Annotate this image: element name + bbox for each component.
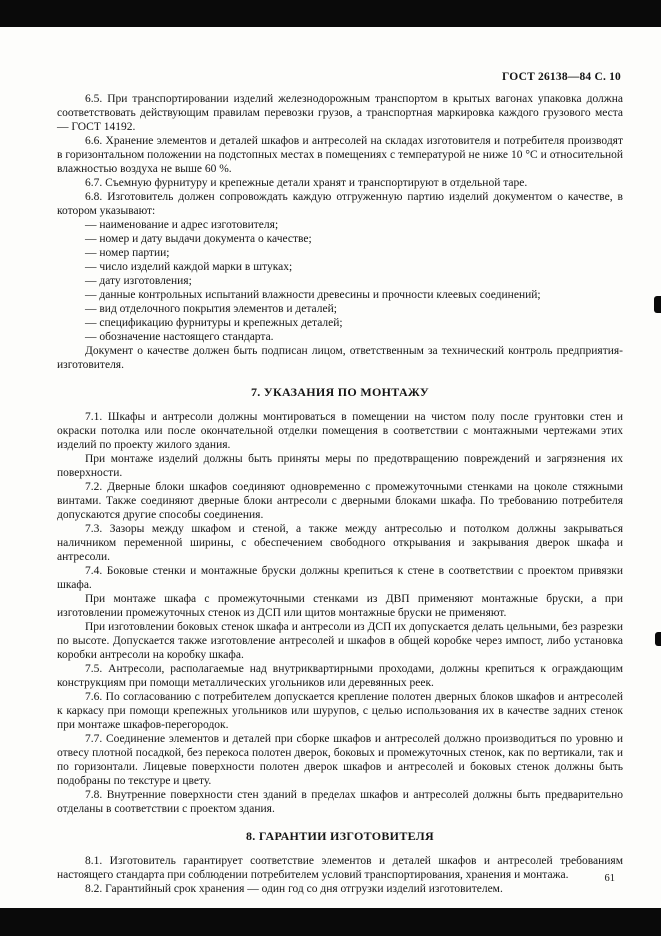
gost-standard-header: ГОСТ 26138—84 С. 10 [502, 71, 621, 83]
page-number: 61 [604, 873, 615, 884]
paragraph-7-4: 7.4. Боковые стенки и монтажные бруски должны крепиться к стене в соответствии с проектом привязки шкафа. [57, 565, 623, 591]
list-item-document-number: — номер и дату выдачи документа о качестве; [85, 233, 312, 245]
list-item-item-count: — число изделий каждой марки в штуках; [85, 261, 293, 273]
list-item-standard-designation: — обозначение настоящего стандарта. [85, 331, 274, 343]
paragraph-7-2: 7.2. Дверные блоки шкафов соединяют одновременно с промежуточными стенками на цоколе стяжными винтами. Также соединяют дверные блоки антресоли с дверными блоками шкафа. По требованию потребителя допускаются другие способы соединения. [57, 481, 623, 521]
paragraph-8-2: 8.2. Гарантийный срок хранения — один год со дня отгрузки изделий изготовителем. [85, 883, 503, 895]
paragraph-7-1a: При монтаже изделий должны быть приняты меры по предотвращению повреждений и загрязнения их поверхности. [57, 453, 623, 479]
paragraph-7-1: 7.1. Шкафы и антресоли должны монтироваться в помещении на чистом полу после грунтовки стен и окраски потолка или после окончательной отделки помещения в соответствии с монтажными чертежами этих изделий по проекту жилого здания. [57, 411, 623, 451]
paragraph-6-6: 6.6. Хранение элементов и деталей шкафов и антресолей на складах изготовителя и потребителя производят в горизонтальном положении на подстопных местах в помещениях с температурой не ниже 10 °С и относительной влажностью воздуха не выше 60 %. [57, 135, 623, 175]
list-item-hardware-spec: — спецификацию фурнитуры и крепежных деталей; [85, 317, 343, 329]
paragraph-6-5: 6.5. При транспортировании изделий железнодорожным транспортом в крытых вагонах упаковка должна соответствовать действующим правилам перевозки грузов, а транспортная маркировка каждого грузового места — ГОСТ 14192. [57, 93, 623, 133]
paragraph-7-8: 7.8. Внутренние поверхности стен зданий в пределах шкафов и антресолей должны быть предварительно отделаны в соответствии с проектом здания. [57, 789, 623, 815]
list-item-test-data: — данные контрольных испытаний влажности древесины и прочности клеевых соединений; [85, 289, 541, 301]
document-body [57, 92, 623, 896]
section-8-title: 8. ГАРАНТИИ ИЗГОТОВИТЕЛЯ [246, 829, 434, 843]
quality-document-list [57, 218, 623, 344]
list-item-manufacturer-name: — наименование и адрес изготовителя; [85, 219, 279, 231]
paragraph-quality-document: Документ о качестве должен быть подписан лицом, ответственным за технический контроль предприятия-изготовителя. [57, 345, 623, 371]
list-item-coating-type: — вид отделочного покрытия элементов и деталей; [85, 303, 337, 315]
paragraph-7-4a: При монтаже шкафа с промежуточными стенками из ДВП применяют монтажные бруски, а при изготовлении промежуточных стенок из ДСП или щитов монтажные бруски не применяют. [57, 593, 623, 619]
list-item-batch-number: — номер партии; [85, 247, 170, 259]
paragraph-6-7: 6.7. Съемную фурнитуру и крепежные детали хранят и транспортируют в отдельной таре. [85, 177, 528, 189]
list-item-manufacture-date: — дату изготовления; [85, 275, 192, 287]
paragraph-7-4b: При изготовлении боковых стенок шкафа и антресоли из ДСП их допускается делать цельными, без разрезки по высоте. Допускается также изготовление антресолей и шкафов в общей коробке через импост, либо установка коробки антресоли на коробку шкафа. [57, 621, 623, 661]
paragraph-8-1: 8.1. Изготовитель гарантирует соответствие элементов и деталей шкафов и антресолей требованиям настоящего стандарта при соблюдении потребителем условий транспортирования, хранения и монтажа. [57, 855, 623, 881]
scan-artifact-bottom-bar [0, 908, 661, 936]
paragraph-7-5: 7.5. Антресоли, располагаемые над внутриквартирными проходами, должны крепиться к ограждающим конструкциям при помощи металлических угольников или деревянных реек. [57, 663, 623, 689]
paragraph-7-6: 7.6. По согласованию с потребителем допускается крепление полотен дверных блоков шкафов и антресолей к каркасу при помощи крепежных угольников или шурупов, с целью использования их в качестве задних стенок при монтаже шкафов-перегородок. [57, 691, 623, 731]
paragraph-6-8: 6.8. Изготовитель должен сопровождать каждую отгруженную партию изделий документом о качестве, в котором указывают: [57, 191, 623, 217]
paragraph-7-7: 7.7. Соединение элементов и деталей при сборке шкафов и антресолей должно производиться по уровню и отвесу плотной посадкой, без перекоса полотен дверок, боковых и промежуточных стенок, как по вертикали, так и по горизонтали. Лицевые поверхности полотен дверок шкафов и антресолей и боковых стенок должны быть подобраны по текстуре и цвету. [57, 733, 623, 787]
paragraph-7-3: 7.3. Зазоры между шкафом и стеной, а также между антресолью и потолком должны закрываться наличником переменной ширины, с обеспечением свободного открывания и закрывания дверок шкафа и антресоли. [57, 523, 623, 563]
scan-artifact-right-edge-2 [655, 632, 661, 646]
scan-artifact-right-edge-1 [654, 296, 661, 313]
section-7-title: 7. УКАЗАНИЯ ПО МОНТАЖУ [250, 385, 430, 399]
scan-artifact-top-bar [0, 0, 661, 27]
